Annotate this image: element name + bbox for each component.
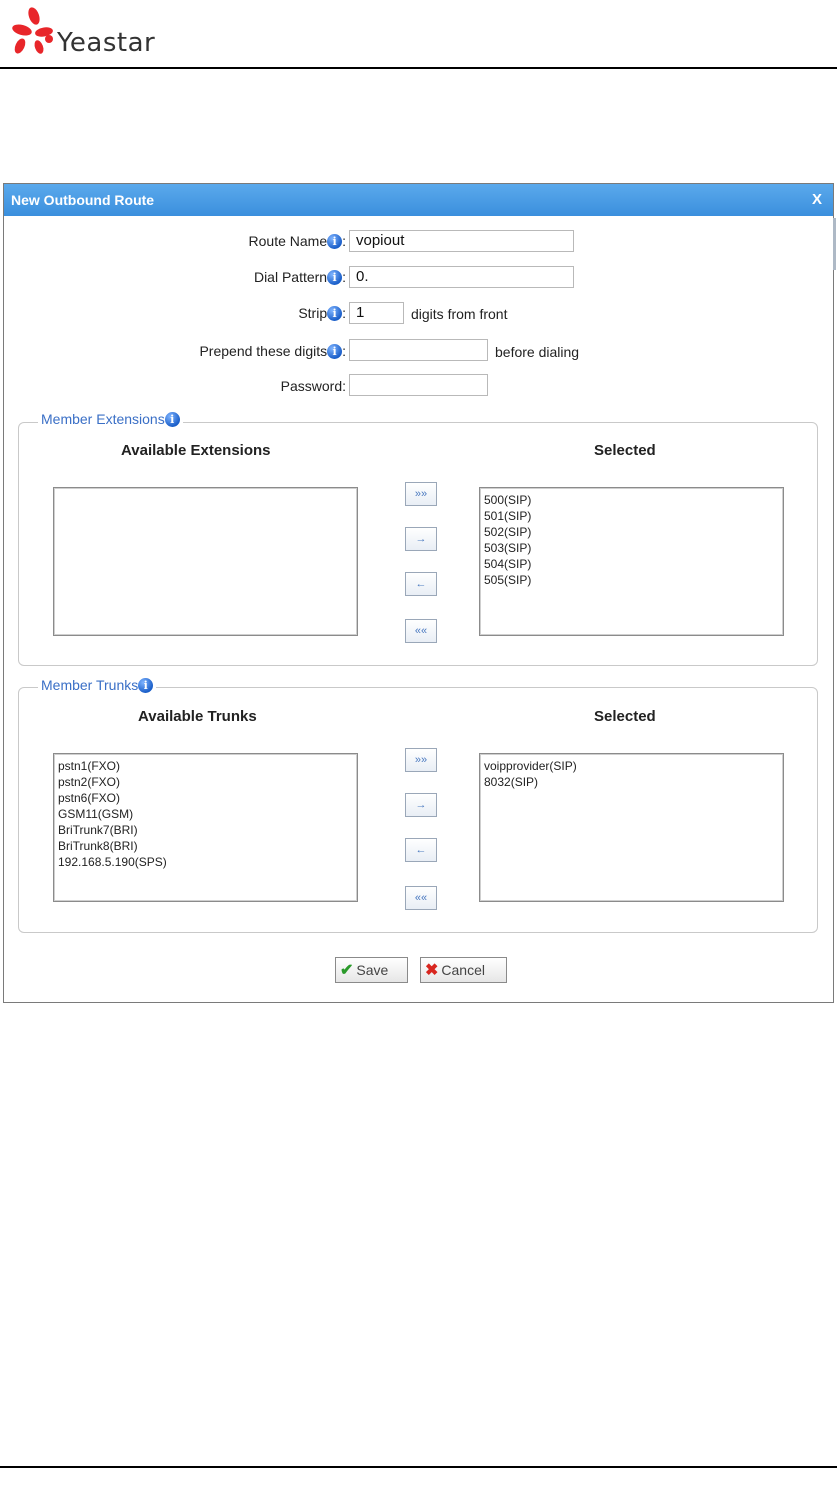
ext-remove-all-button[interactable]: ««: [405, 619, 437, 643]
list-item[interactable]: GSM11(GSM): [58, 807, 134, 821]
list-item[interactable]: 503(SIP): [484, 541, 532, 555]
strip-input[interactable]: 1: [349, 302, 404, 324]
available-extensions-list[interactable]: [53, 487, 358, 636]
dial-pattern-input[interactable]: 0.: [349, 266, 574, 288]
trunk-remove-all-button[interactable]: ««: [405, 886, 437, 910]
dial-pattern-info-icon[interactable]: i: [327, 270, 342, 285]
prepend-input[interactable]: [349, 339, 488, 361]
save-button[interactable]: ✔ Save: [335, 957, 408, 983]
route-name-label: Route Name: [248, 233, 328, 249]
route-name-info-icon[interactable]: i: [327, 234, 342, 249]
list-item[interactable]: 8032(SIP): [484, 775, 539, 789]
header-rule: [0, 67, 837, 69]
password-input[interactable]: [349, 374, 488, 396]
strip-suffix: digits from front: [411, 306, 508, 322]
list-item[interactable]: 505(SIP): [484, 573, 532, 587]
list-item[interactable]: 502(SIP): [484, 525, 532, 539]
trunk-add-button[interactable]: →: [405, 793, 437, 817]
member-extensions-legend: Member Extensions i: [38, 411, 183, 427]
password-label: Password: [280, 378, 343, 394]
strip-label: Strip: [298, 305, 328, 321]
dial-pattern-label: Dial Pattern: [253, 269, 328, 285]
ext-add-button[interactable]: →: [405, 527, 437, 551]
selected-extensions-list[interactable]: [479, 487, 784, 636]
strip-info-icon[interactable]: i: [327, 306, 342, 321]
list-item[interactable]: pstn1(FXO): [58, 759, 121, 773]
dial-pattern-row-label: Dial Pattern i :: [253, 269, 346, 285]
route-name-input[interactable]: vopiout: [349, 230, 574, 252]
password-row-label: Password:: [280, 378, 346, 394]
background-panel-edge: [833, 218, 836, 270]
trunk-remove-button[interactable]: ←: [405, 838, 437, 862]
ext-remove-button[interactable]: ←: [405, 572, 437, 596]
checkmark-icon: ✔: [340, 962, 354, 979]
document-header: [0, 0, 837, 68]
member-trunks-info-icon[interactable]: i: [138, 678, 153, 693]
dialog-titlebar[interactable]: [4, 184, 833, 216]
member-trunks-legend: Member Trunks i: [38, 677, 156, 693]
logo-text: Yeastar: [57, 28, 156, 58]
list-item[interactable]: 500(SIP): [484, 493, 532, 507]
list-item[interactable]: BriTrunk8(BRI): [58, 839, 138, 853]
cross-icon: ✖: [425, 962, 439, 979]
footer-rule: [0, 1466, 837, 1468]
list-item[interactable]: 504(SIP): [484, 557, 532, 571]
list-item[interactable]: pstn2(FXO): [58, 775, 121, 789]
selected-trunks-header: Selected: [594, 708, 656, 725]
selected-trunks-list[interactable]: [479, 753, 784, 902]
list-item[interactable]: pstn6(FXO): [58, 791, 121, 805]
prepend-row-label: Prepend these digits i :: [199, 343, 346, 359]
available-extensions-header: Available Extensions: [121, 442, 271, 459]
strip-row-label: Strip i :: [298, 305, 346, 321]
list-item[interactable]: 501(SIP): [484, 509, 532, 523]
list-item[interactable]: BriTrunk7(BRI): [58, 823, 138, 837]
ext-add-all-button[interactable]: »»: [405, 482, 437, 506]
cancel-button[interactable]: ✖ Cancel: [420, 957, 507, 983]
selected-extensions-header: Selected: [594, 442, 656, 459]
dialog-title: New Outbound Route: [11, 192, 155, 208]
member-extensions-info-icon[interactable]: i: [165, 412, 180, 427]
available-trunks-list[interactable]: [53, 753, 358, 902]
prepend-info-icon[interactable]: i: [327, 344, 342, 359]
list-item[interactable]: 192.168.5.190(SPS): [58, 855, 167, 869]
close-button[interactable]: X: [811, 191, 822, 208]
available-trunks-header: Available Trunks: [138, 708, 257, 725]
list-item[interactable]: voipprovider(SIP): [484, 759, 577, 773]
route-name-row-label: Route Name i :: [248, 233, 346, 249]
trunk-add-all-button[interactable]: »»: [405, 748, 437, 772]
prepend-suffix: before dialing: [495, 344, 580, 360]
new-outbound-route-dialog: [3, 183, 834, 1003]
prepend-label: Prepend these digits: [199, 343, 328, 359]
